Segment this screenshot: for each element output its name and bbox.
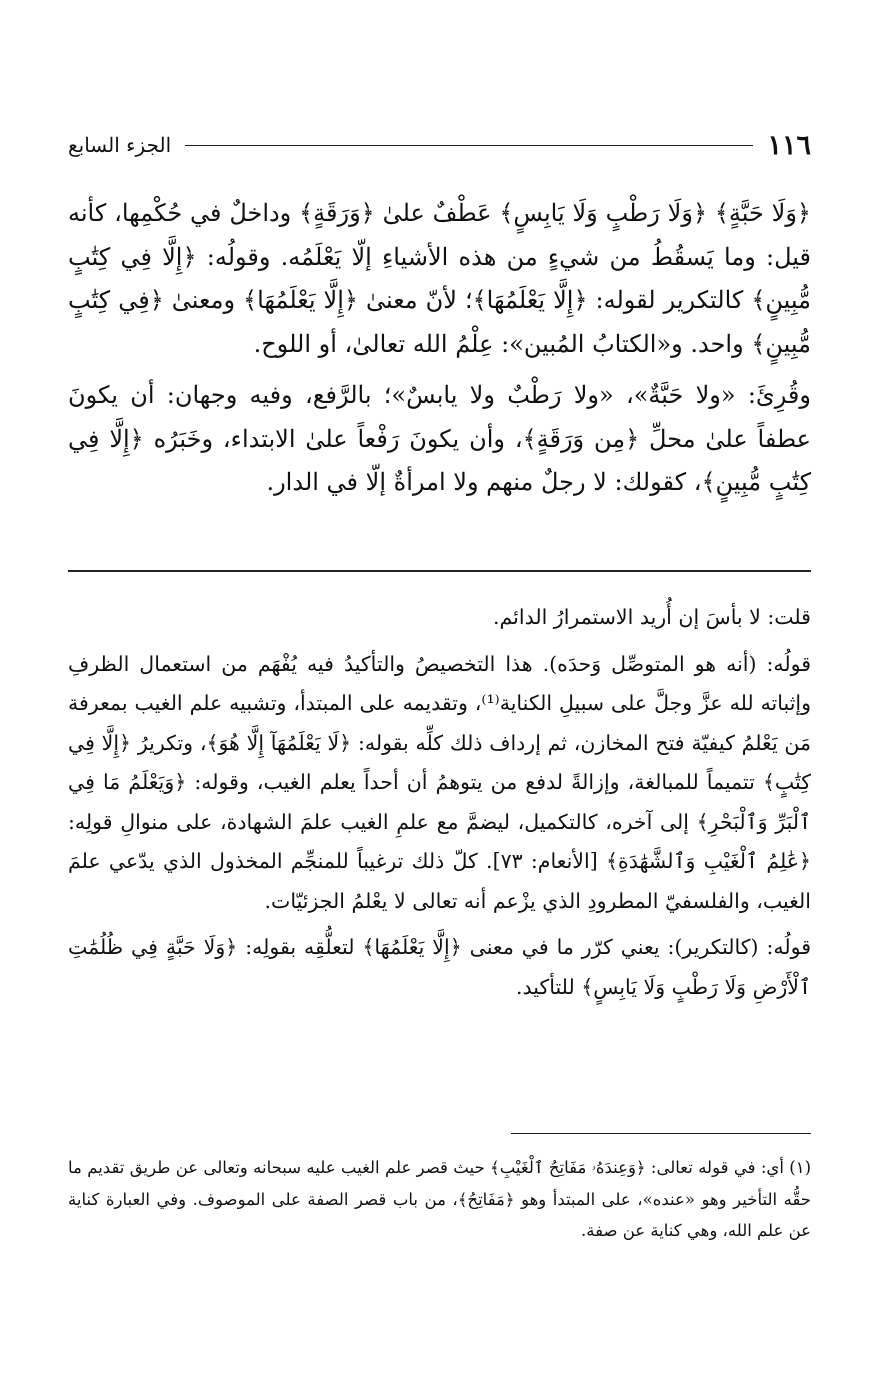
page-number: ١١٦: [767, 129, 811, 161]
commentary-text: [68, 598, 811, 1007]
running-title: الجزء السابع: [68, 133, 172, 157]
section-divider: [68, 570, 811, 572]
page-header: [68, 128, 811, 162]
commentary-paragraph: قولُه: (أنه هو المتوصِّل وَحدَه). هذا التخصيصُ والتأكيدُ فيه يُفْهَم من استعمال الظرفِ وإثباته لله عزَّ وجلَّ على سبيلِ الكناية⁽¹⁾، وتقديمه على المبتدأ، وتشبيه علم الغيب بمعرفة مَن يَعْلمُ كيفيّة فتح المخازن، ثم إرداف ذلك كلِّه بقوله: ﴿لَا يَعْلَمُهَآ إِلَّا هُوَ﴾، وتكريرُ ﴿إِلَّا فِي كِتَٰبٍ﴾ تتميماً للمبالغة، وإزالةً لدفع من يتوهمُ أن أحداً يعلم الغيب، وقوله: ﴿وَيَعْلَمُ مَا فِي ٱلْبَرِّ وَٱلْبَحْرِ﴾ إلى آخره، كالتكميل، ليضمَّ مع علمِ الغيب علمَ الشهادة، على منوالِ قولِه: ﴿عَٰلِمُ ٱلْغَيْبِ وَٱلشَّهَٰدَةِ﴾ [الأنعام: ٧٣]. كلّ ذلك ترغيباً للمنجِّم المخذول الذي يدّعي علمَ الغيب، والفلسفيّ المطرودِ الذي يزْعم أنه تعالى لا يعْلمُ الجزئيّات.: [68, 651, 811, 913]
commentary-paragraph: قلت: لا بأسَ إن أُريد الاستمرارُ الدائم.: [493, 605, 811, 629]
footnotes: [68, 1152, 811, 1247]
main-text: [68, 192, 811, 505]
footnote-rule: [511, 1133, 811, 1134]
main-paragraph: وقُرِئَ: «ولا حَبَّةٌ»، «ولا رَطْبٌ ولا يابسٌ»؛ بالرَّفع، وفيه وجهان: أن يكونَ عطفاً علىٰ محلِّ ﴿مِن وَرَقَةٍ﴾، وأن يكونَ رَفْعاً علىٰ الابتداء، وخَبَرُه ﴿إِلَّا فِي كِتَٰبٍ مُّبِينٍ﴾، كقولك: لا رجلٌ منهم ولا امرأةٌ إلّا في الدار.: [68, 381, 811, 496]
footnote: (١) أي: في قوله تعالى: ﴿وَعِندَهُۥ مَفَاتِحُ ٱلْغَيْبِ﴾ حيث قصر علم الغيب عليه سبحانه وتعالى عن طريق تقديم ما حقُّه التأخير وهو «عنده»، على المبتدأ وهو ﴿مَفَاتِحُ﴾، من باب قصر الصفة على الموصوف. وفي العبارة كناية عن علم الله، وهي كناية عن صفة.: [68, 1158, 811, 1240]
header-rule: [185, 145, 753, 146]
commentary-paragraph: قولُه: (كالتكرير): يعني كرّر ما في معنى ﴿إِلَّا يَعْلَمُهَا﴾ لتعلُّقِه بقولِه: ﴿وَلَا حَبَّةٍ فِي ظُلُمَٰتِ ٱلْأَرْضِ وَلَا رَطْبٍ وَلَا يَابِسٍ﴾ للتأكيد.: [68, 935, 811, 999]
main-paragraph: ﴿وَلَا حَبَّةٍ﴾ ﴿وَلَا رَطْبٍ وَلَا يَابِسٍ﴾ عَطْفٌ علىٰ ﴿وَرَقَةٍ﴾ وداخلٌ في حُكْمِها، كأنه قيل: وما يَسقُطُ من شيءٍ من هذه الأشياءِ إلّا يَعْلَمُه. وقولُه: ﴿إِلَّا فِي كِتَٰبٍ مُّبِينٍ﴾ كالتكرير لقوله: ﴿إِلَّا يَعْلَمُهَا﴾؛ لأنّ معنىٰ ﴿إِلَّا يَعْلَمُهَا﴾ ومعنىٰ ﴿فِي كِتَٰبٍ مُّبِينٍ﴾ واحد. و«الكتابُ المُبين»: عِلْمُ الله تعالىٰ، أو اللوح.: [68, 199, 811, 358]
